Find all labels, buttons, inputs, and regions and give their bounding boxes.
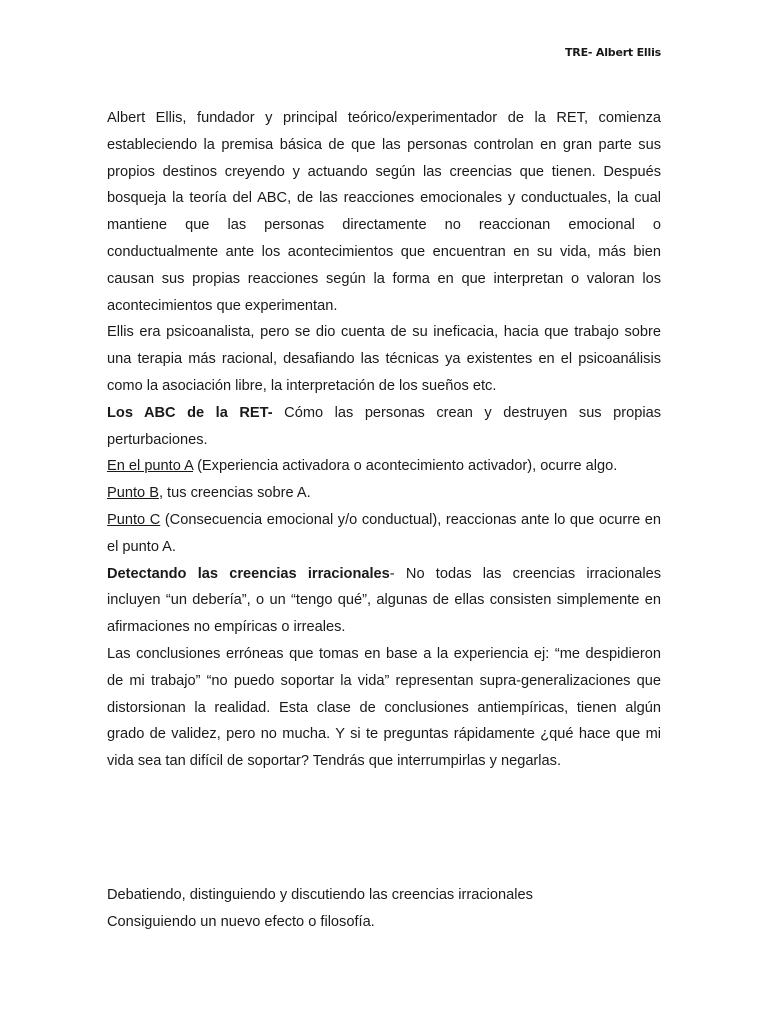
paragraph-abc: [107, 400, 661, 454]
point-b-text: , tus creencias sobre A.: [158, 485, 311, 502]
paragraph-point-b: [107, 480, 661, 507]
point-b-label: Punto B: [107, 485, 159, 502]
paragraph-point-c: [107, 507, 661, 561]
paragraph-intro: Albert Ellis, fundador y principal teórico/experimentador de la RET, comienza estableciendo la premisa básica de que las personas controlan en gran parte sus propios destinos creyendo y actuando según las creencias que tienen. Después bosqueja la teoría del ABC, de las reacciones emocionales y conductuales, la cual mantiene que las personas directamente no reaccionan emocional o conductualmente ante los acontecimientos que encuentran en su vida, más bien causan sus propias reacciones según la forma en que interpretan o valoran los acontecimientos que experimentan.: [107, 110, 661, 314]
abc-text: Cómo las personas crean y destruyen sus propias perturbaciones.: [107, 404, 662, 448]
point-a-text: (Experiencia activadora o acontecimiento activador), ocurre algo.: [193, 458, 618, 475]
page-header-title: TRE- Albert Ellis: [565, 46, 661, 59]
paragraph-point-a: [107, 453, 661, 480]
bottom-line-debating: Debatiendo, distinguiendo y discutiendo las creencias irracionales: [107, 887, 533, 903]
detecting-text: - No todas las creencias irracionales incluyen “un debería”, o un “tengo qué”, algunas de ellas consisten simplemente en afirmaciones no empíricas o irreales.: [107, 565, 661, 636]
point-c-text: (Consecuencia emocional y/o conductual), reaccionas ante lo que ocurre en el punto A.: [107, 511, 662, 555]
document-body: [107, 105, 661, 775]
bottom-line-new-effect: Consiguiendo un nuevo efecto o filosofía.: [107, 913, 375, 930]
document-bottom: [107, 882, 661, 936]
paragraph-conclusions: Las conclusiones erróneas que tomas en base a la experiencia ej: “me despidieron de mi trabajo” “no puedo soportar la vida” representan supra-generalizaciones que distorsionan la realidad. Esta clase de conclusiones antiempíricas, tienen algún grado de validez, pero no mucha. Y si te preguntas rápidamente ¿qué hace que mi vida sea tan difícil de soportar? Tendrás que interrumpirlas y negarlas.: [107, 645, 661, 770]
paragraph-detecting: [107, 561, 661, 641]
detecting-heading: Detectando las creencias irracionales: [107, 565, 390, 582]
abc-heading: Los ABC de la RET-: [107, 404, 273, 421]
point-a-label: En el punto A: [107, 458, 194, 475]
paragraph-psychoanalysis: Ellis era psicoanalista, pero se dio cuenta de su ineficacia, hacia que trabajo sobre una terapia más racional, desafiando las técnicas ya existentes en el psicoanálisis como la asociación libre, la interpretación de los sueños etc.: [107, 324, 661, 394]
point-c-label: Punto C: [107, 511, 161, 528]
